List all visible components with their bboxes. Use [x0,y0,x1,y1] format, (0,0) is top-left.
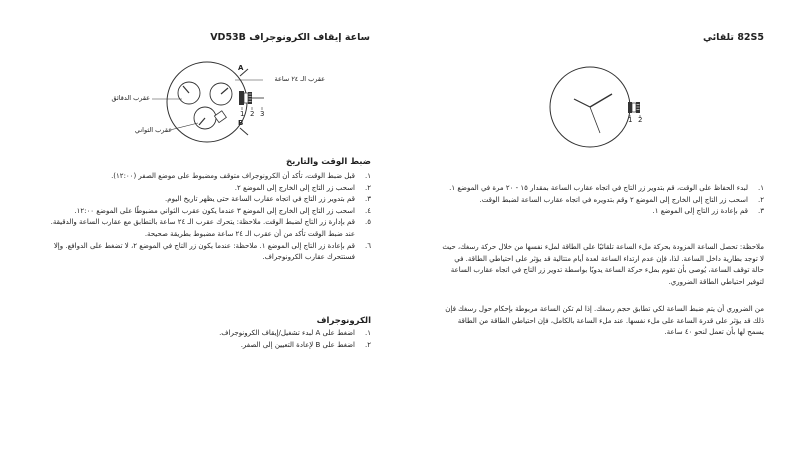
24h-subdial-hand [221,88,228,94]
automatic-steps [442,183,764,218]
automatic-note-2: من الضروري أن يتم ضبط الساعة لكي تطابق حجم رسغك. إذا لم تكن الساعة مربوطة بإحكام حول رسغك فإن ذلك قد يؤثر على قدرة الساعة على ملء نفسها. عند ملء الساعة بالكامل، فإن احتياطي الطاقة من الطاقة يسمح لها بأن تعمل لنحو ٤٠ ساعة. [445,305,764,337]
pusher-b-label: B [238,119,244,127]
time-date-step: ٥. قم بإدارة زر التاج لضبط الوقت. ملاحظة: يتحرك عقرب الـ ٢٤ ساعة بالتطابق مع عقارب الساعة والدقيقة. عند ضبط الوقت تأكد من أن عقرب الـ ٢٤ ساعة مضبوط بطريقة صحيحة. [50,218,371,238]
chronograph-step: ١. اضغط على A لبدء تشغيل/إيقاف الكرونوجراف. [219,329,371,337]
crown-position-3: 3 [260,110,265,118]
time-date-heading: ضبط الوقت والتاريخ [286,157,371,167]
chronograph-step: ٢. اضغط على B لإعادة التعيين إلى الصفر. [240,340,371,349]
crown-icon [239,91,264,105]
time-date-step: ٢. اسحب زر التاج إلى الخارج إلى الموضع ٢. [234,183,371,192]
crown-position-1: 1 [240,110,245,118]
minute-hand [574,99,590,107]
left-page-title: ساعة إيقاف الكرونوجراف VD53B [210,32,370,43]
label-minute-hand: عقرب الدقائق [111,94,150,102]
crown-position-1: 1 [628,116,633,124]
automatic-step: ٣. قم بإعادة زر التاج إلى الموضع ١. [652,207,764,216]
automatic-step: ١. لبدء الحفاظ على الوقت، قم بتدوير زر التاج في اتجاه عقارب الساعة بمقدار ١٥ - ٢٠ مرة في الموضع ١. [449,184,764,192]
label-24h-hand: عقرب الـ ٢٤ ساعة [274,75,325,83]
time-date-step: ٣. قم بتدوير زر التاج في اتجاه عقارب الساعة حتى يظهر تاريخ اليوم. [165,195,371,204]
chronograph-steps [50,328,371,351]
automatic-step: ٢. اسحب زر التاج إلى الخارج إلى الموضع ٢ وقم بتدويره في اتجاه عقارب الساعة لضبط الوقت. [479,195,764,204]
crown-position-2: 2 [638,116,643,124]
chronograph-heading: الكرونوجراف [316,316,371,326]
minute-subdial-hand [183,86,189,93]
date-window [214,111,226,123]
time-date-steps [50,171,371,264]
pusher-a-label: A [238,64,244,72]
automatic-watch-diagram [540,65,660,155]
automatic-note-1: ملاحظة: تحصل الساعة المزودة بحركة ملء الساعة تلقائيًا على الطاقة لملء نفسها من خلال حركة رسغك، حيث لا توجد بطارية داخل الساعة. لذا، فإن عدم ارتداء الساعة لعدة أيام متتالية قد يؤثر على احتياطي الطاقة. في حالة توقف الساعة، يُوصى بأن تقوم بملء حركة الساعة يدويًا بواسطة تدوير زر التاج في اتجاه عقارب الساعة لتوفير احتياطي الطاقة الضروري. [442,243,764,286]
crown-position-2: 2 [250,110,255,118]
pusher-b-line [240,128,248,135]
crown-icon [628,102,640,113]
seconds-subdial-hand [199,118,205,125]
second-hand [590,107,600,133]
time-date-step: ١. قبل ضبط الوقت، تأكد أن الكرونوجراف متوقف ومضبوط على موضع الصفر (١٢:٠٠). [111,172,371,180]
label-seconds-hand: عقرب الثواني [134,126,172,134]
watch-case-circle [167,62,247,142]
right-page-title: 82S5 تلقائي [702,32,764,43]
hour-hand [590,94,612,107]
time-date-step: ٤. اسحب زر التاج إلى الخارج إلى الموضع ٣ عندما يكون عقرب الثواني مضبوطًا على الموضع ١٢:٠٠. [74,206,371,215]
time-date-step: ٦. قم بإعادة زر التاج إلى الموضع ١. ملاحظة: عندما يكون زر التاج في الموضع ٢، لا تضغط على الدوافع. وإلا فستتحرك عقارب الكرونوجراف. [53,241,371,262]
